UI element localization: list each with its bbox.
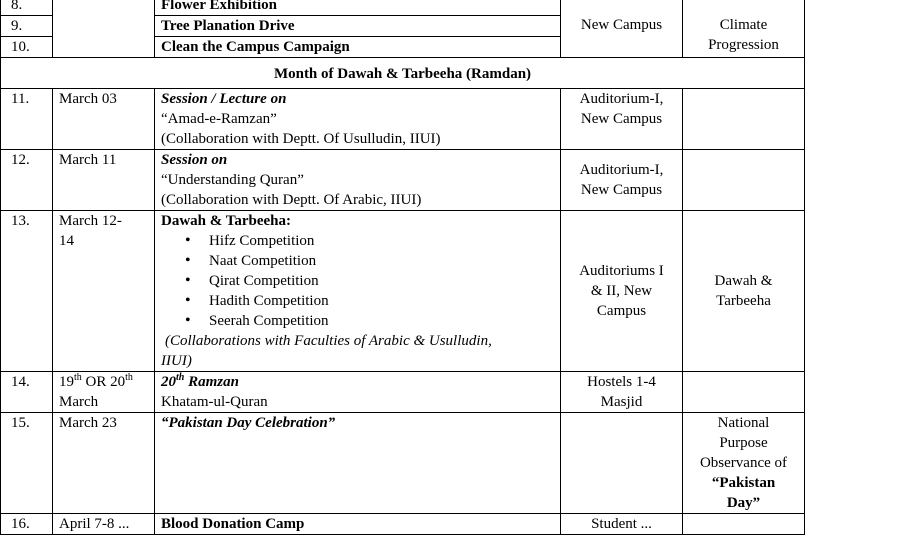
date-cell: March 23 — [53, 413, 155, 514]
remark-line: Tarbeeha — [716, 293, 771, 309]
competition-list — [161, 231, 554, 331]
venue-line: Masjid — [600, 394, 643, 410]
event-title: Session on — [161, 152, 228, 168]
row-number: 15. — [1, 413, 53, 514]
date-cell: April 7-8 ... — [53, 514, 155, 535]
event-topic: “Amad-e-Ramzan” — [161, 111, 277, 127]
list-item: • Hifz Competition — [185, 231, 554, 251]
remark-line: National — [717, 415, 770, 431]
date-line: March 12- — [59, 213, 122, 229]
event-cell — [155, 211, 561, 372]
title-suffix: th — [176, 372, 185, 383]
date-day: 19 — [59, 374, 74, 390]
remark-cell — [683, 413, 805, 514]
remark-line: Purpose — [719, 435, 768, 451]
list-item: • Hadith Competition — [185, 291, 554, 311]
row-number: 10. — [1, 37, 53, 58]
event-subtitle: Khatam-ul-Quran — [161, 394, 268, 410]
remark-line: “Pakistan — [711, 475, 776, 491]
event-cell — [155, 89, 561, 150]
remark-cell — [683, 514, 805, 535]
event-cell — [155, 150, 561, 211]
venue-text: New Campus — [580, 17, 663, 33]
row-number: 16. — [1, 514, 53, 535]
remark-cell — [683, 0, 805, 58]
venue-cell — [561, 211, 683, 372]
title-text: Ramzan — [184, 374, 239, 390]
date-suffix: th — [74, 372, 82, 383]
date-cell: March 11 — [53, 150, 155, 211]
table-row — [1, 211, 805, 372]
date-day: OR 20 — [81, 374, 126, 390]
event-title: Flower Exhibition — [155, 0, 561, 16]
row-number: 11. — [1, 89, 53, 150]
venue-cell: Student ... — [561, 514, 683, 535]
row-number: 14. — [1, 372, 53, 413]
row-number: 8. — [1, 0, 53, 16]
remark-text: Climate Progression — [708, 17, 779, 53]
remark-cell — [683, 372, 805, 413]
date-cell: March 03 — [53, 89, 155, 150]
list-item: • Qirat Competition — [185, 271, 554, 291]
venue-line: Hostels 1-4 — [587, 374, 656, 390]
remark-cell — [683, 89, 805, 150]
event-collaboration: (Collaborations with Faculties of Arabic & Usulludin, — [165, 333, 492, 349]
table-row — [1, 89, 805, 150]
table-row — [1, 372, 805, 413]
event-title: Session / Lecture on — [161, 91, 287, 107]
venue-cell — [561, 413, 683, 514]
venue-line: New Campus — [580, 111, 663, 127]
section-row — [1, 58, 805, 89]
table-row — [1, 514, 805, 535]
row-number: 13. — [1, 211, 53, 372]
remark-cell — [683, 150, 805, 211]
list-item: • Seerah Competition — [185, 311, 554, 331]
venue-line: New Campus — [580, 182, 663, 198]
event-title: Blood Donation Camp — [155, 514, 561, 535]
event-title: “Pakistan Day Celebration” — [155, 413, 561, 514]
table-row — [1, 413, 805, 514]
section-title: Month of Dawah & Tarbeeha (Ramdan) — [1, 58, 805, 89]
row-number: 9. — [1, 16, 53, 37]
table-row — [1, 0, 805, 16]
date-line — [59, 372, 148, 392]
event-collaboration: (Collaboration with Deptt. Of Usulludin, IIUI) — [161, 131, 441, 147]
event-topic: “Understanding Quran” — [161, 172, 304, 188]
event-title: Dawah & Tarbeeha: — [161, 213, 292, 229]
event-collaboration: (Collaboration with Deptt. Of Arabic, IIUI) — [161, 192, 422, 208]
title-number: 20 — [161, 374, 176, 390]
event-title — [161, 372, 554, 392]
remark-line: Day” — [726, 495, 761, 511]
venue-cell — [561, 372, 683, 413]
event-title: Tree Planation Drive — [155, 16, 561, 37]
date-cell — [53, 211, 155, 372]
date-cell — [53, 372, 155, 413]
venue-line: Auditorium-I, — [579, 162, 664, 178]
venue-cell — [561, 89, 683, 150]
date-suffix: th — [125, 372, 133, 383]
venue-line: Auditorium-I, — [579, 91, 664, 107]
date-line: March — [59, 394, 99, 410]
table-row — [1, 150, 805, 211]
venue-line: Auditoriums I — [579, 263, 664, 279]
remark-cell — [683, 211, 805, 372]
venue-cell — [561, 150, 683, 211]
row-number: 12. — [1, 150, 53, 211]
remark-line: Observance of — [699, 455, 788, 471]
remark-line: Dawah & — [714, 273, 773, 289]
event-cell — [155, 372, 561, 413]
venue-cell — [561, 0, 683, 58]
venue-line: Campus — [596, 303, 647, 319]
event-title: Clean the Campus Campaign — [155, 37, 561, 58]
date-line: 14 — [59, 233, 74, 249]
venue-line: & II, New — [590, 283, 653, 299]
date-cell — [53, 0, 155, 58]
event-collaboration: IIUI) — [161, 353, 192, 369]
list-item: • Naat Competition — [185, 251, 554, 271]
